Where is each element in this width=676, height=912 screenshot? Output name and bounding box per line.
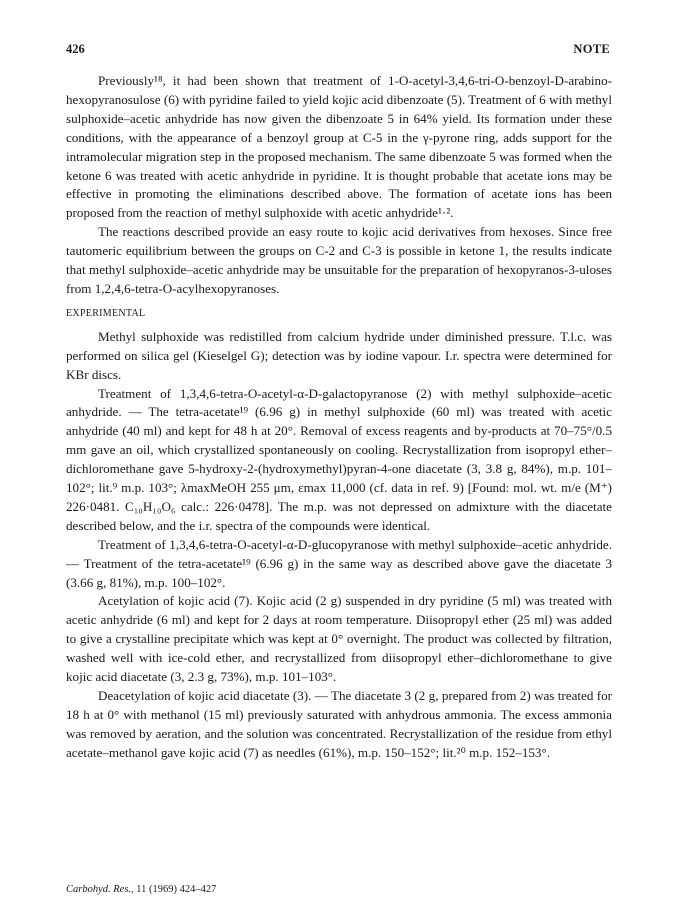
article-body [66, 72, 612, 763]
journal-name: Carbohyd. Res., [66, 884, 134, 895]
experimental-paragraph: Treatment of 1,3,4,6-tetra-O-acetyl-α-D-galactopyranose (2) with methyl sulphoxide–acetic anhydride. — The tetra-acetate¹⁹ (6.96 g) in methyl sulphoxide (60 ml) was treated with acetic anhydride (40 ml) and kept for 48 h at 20°. Removal of excess reagents and by-products at 70–75°/0.5 mm gave an oil, which crystallized spontaneously on cooling. Recrystallization from isopropyl ether–dichloromethane gave 5-hydroxy-2-(hydroxymethyl)pyran-4-one diacetate (3, 3.8 g, 84%), m.p. 101–102°; lit.⁹ m.p. 103°; λmaxMeOH 255 μm, εmax 11,000 (cf. data in ref. 9) [Found: mol. wt. m/e (M⁺) 226·0481. C₁₀H₁₀O₆ calc.: 226·0478]. The m.p. was not depressed on admixture with the diacetate described below, and the i.r. spectra of the compounds were identical. [66, 385, 612, 533]
page-header [66, 42, 610, 60]
experimental-paragraph: Methyl sulphoxide was redistilled from calcium hydride under diminished pressure. T.l.c. was performed on silica gel (Kieselgel G); detection was by iodine vapour. I.r. spectra were determined for KBr discs. [66, 328, 612, 382]
page-footer [66, 884, 216, 895]
paragraph: The reactions described provide an easy route to kojic acid derivatives from hexoses. Since free tautomeric equilibrium between the groups on C-2 and C-3 is possible in ketone 1, the results indicate that methyl sulphoxide–acetic anhydride may be unsuitable for the preparation of hexopyranos-3-uloses from 1,2,4,6-tetra-O-acylhexopyranoses. [66, 224, 612, 296]
paragraph: Previously¹⁸, it had been shown that treatment of 1-O-acetyl-3,4,6-tri-O-benzoyl-D-arabino-hexopyranosulose (6) with pyridine failed to yield kojic acid dibenzoate (5). Treatment of 6 with methyl sulphoxide–acetic anhydride has now given the dibenzoate 5 in 64% yield. Its formation under these conditions, with the appearance of a benzoyl group at C-5 in the γ-pyrone ring, adds support for the intramolecular migration step in the proposed mechanism. The same dibenzoate 5 was formed when the ketone 6 was treated with acetic anhydride in pyridine. It is thought probable that acetate ions may be effective in promoting the eliminations described above. The formation of acetate ions has been proposed from the reaction of methyl sulphoxide with acetic anhydride¹·². [66, 73, 612, 221]
journal-citation: 11 (1969) 424–427 [136, 884, 217, 895]
page-number: 426 [66, 42, 85, 56]
running-title: NOTE [573, 42, 610, 56]
experimental-paragraph: Deacetylation of kojic acid diacetate (3). — The diacetate 3 (2 g, prepared from 2) was treated for 18 h at 0° with methanol (15 ml) previously saturated with anhydrous ammonia. The excess ammonia was removed by aeration, and the solution was concentrated. Recrystallization of the residue from ethyl acetate–methanol gave kojic acid (7) as needles (61%), m.p. 150–152°; lit.²⁰ m.p. 152–153°. [66, 688, 612, 760]
experimental-paragraph: Treatment of 1,3,4,6-tetra-O-acetyl-α-D-glucopyranose with methyl sulphoxide–acetic anhydride. — Treatment of the tetra-acetate¹⁹ (6.96 g) in the same way as described above gave the diacetate 3 (3.66 g, 81%), m.p. 100–102°. [66, 536, 612, 590]
section-heading: EXPERIMENTAL [66, 307, 146, 319]
experimental-paragraph: Acetylation of kojic acid (7). Kojic acid (2 g) suspended in dry pyridine (5 ml) was treated with acetic anhydride (6 ml) and kept for 2 days at room temperature. Diisopropyl ether (25 ml) was added to give a crystalline precipitate which was kept at 0° overnight. The product was collected by filtration, washed well with ice-cold ether, and recrystallized from diisopropyl ether–dichloromethane to give kojic acid diacetate (3, 2.3 g, 73%), m.p. 101–103°. [66, 593, 612, 685]
